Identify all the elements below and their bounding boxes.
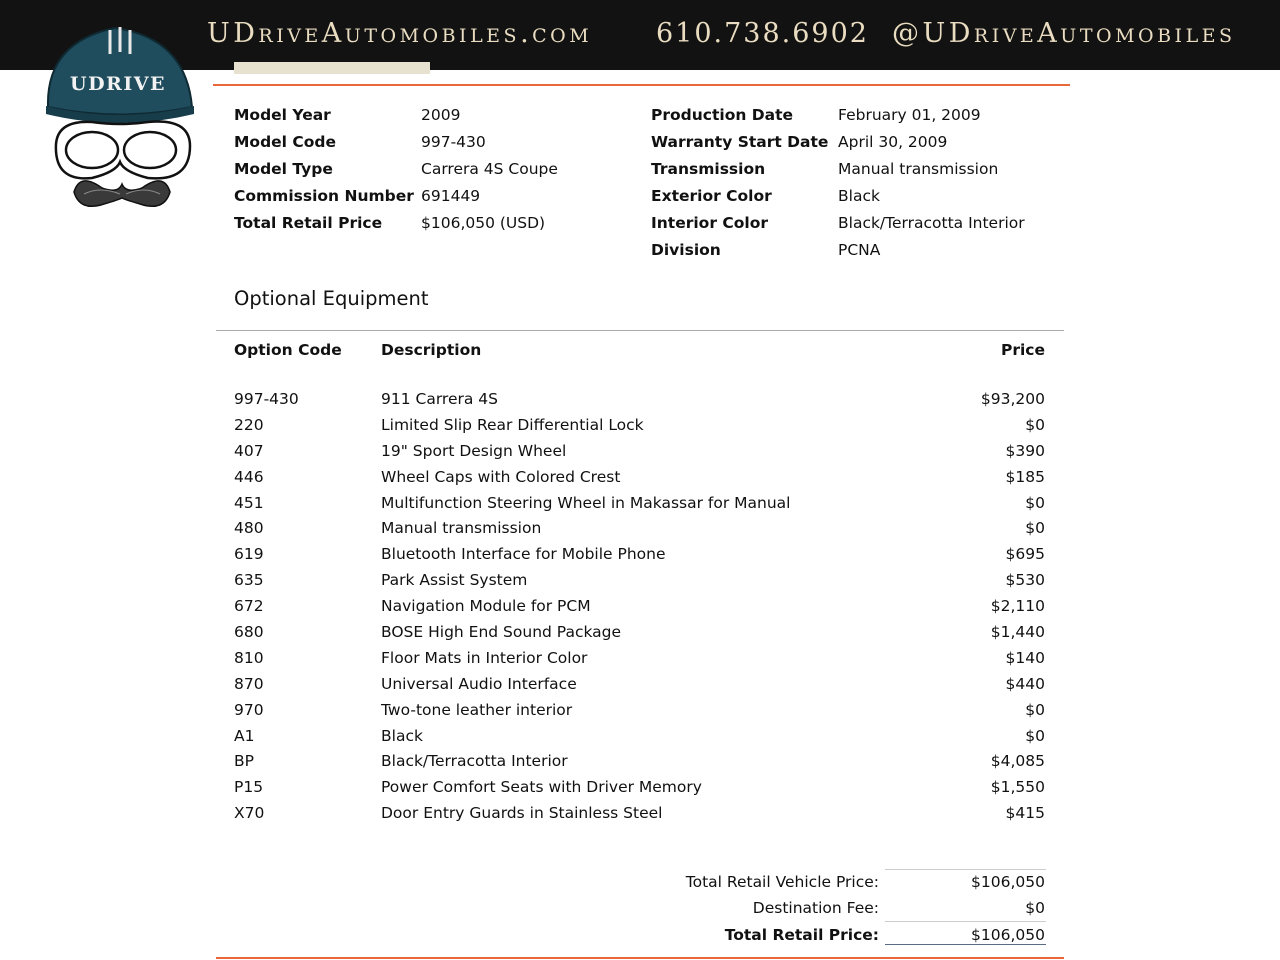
option-price: $530 — [1005, 571, 1045, 590]
value-model-year: 2009 — [421, 106, 461, 124]
value-model-code: 997-430 — [421, 133, 486, 151]
info-right-values — [838, 102, 1025, 264]
option-price: $0 — [1025, 726, 1045, 745]
label-division: Division — [651, 241, 721, 259]
social-handle[interactable]: @UDriveAutomobiles — [892, 18, 1236, 49]
option-code: 451 — [234, 493, 264, 512]
option-list — [234, 386, 1045, 826]
table-row — [234, 412, 1045, 438]
label-total-retail-price: Total Retail Price — [234, 214, 383, 232]
udrive-mascot-icon — [40, 22, 210, 222]
label-model-code: Model Code — [234, 133, 337, 151]
option-code: BP — [234, 752, 254, 771]
table-row — [234, 697, 1045, 723]
table-row — [234, 723, 1045, 749]
option-price: $440 — [1005, 674, 1045, 693]
option-code: 480 — [234, 519, 264, 538]
table-row — [234, 671, 1045, 697]
value-production-date: February 01, 2009 — [838, 106, 981, 124]
table-row — [234, 386, 1045, 412]
total-vehicle-price-row — [0, 869, 1280, 895]
value-transmission: Manual transmission — [838, 160, 999, 178]
destination-fee-row — [0, 895, 1280, 921]
total-vehicle-price-label: Total Retail Vehicle Price: — [685, 873, 879, 891]
option-description: 19" Sport Design Wheel — [381, 441, 567, 460]
option-description: Universal Audio Interface — [381, 674, 577, 693]
option-code: 810 — [234, 648, 264, 667]
option-code: A1 — [234, 726, 255, 745]
total-retail-price-value: $106,050 — [971, 926, 1045, 944]
option-description: BOSE High End Sound Package — [381, 623, 622, 642]
info-left-values — [421, 102, 558, 237]
info-left-labels — [234, 102, 414, 237]
totals-underline — [885, 944, 1046, 945]
option-code: 970 — [234, 700, 264, 719]
option-price: $0 — [1025, 700, 1045, 719]
section-divider — [216, 330, 1064, 331]
column-header-option-code: Option Code — [234, 341, 342, 359]
option-code: 446 — [234, 467, 264, 486]
option-description: Navigation Module for PCM — [381, 597, 591, 616]
info-right-labels — [651, 102, 828, 264]
label-commission-number: Commission Number — [234, 187, 414, 205]
value-model-type: Carrera 4S Coupe — [421, 160, 558, 178]
table-row — [234, 774, 1045, 800]
option-code: 680 — [234, 623, 264, 642]
value-exterior-color: Black — [838, 187, 880, 205]
website-text[interactable]: UDriveAutomobiles.com — [207, 18, 593, 49]
accent-divider-top — [213, 84, 1070, 86]
option-description: Multifunction Steering Wheel in Makassar for Manual — [381, 493, 791, 512]
option-description: Bluetooth Interface for Mobile Phone — [381, 545, 666, 564]
option-price: $0 — [1025, 415, 1045, 434]
option-description: Floor Mats in Interior Color — [381, 648, 588, 667]
table-row — [234, 645, 1045, 671]
label-transmission: Transmission — [651, 160, 766, 178]
total-retail-price-label: Total Retail Price: — [724, 926, 879, 944]
option-code: P15 — [234, 778, 264, 797]
option-description: Park Assist System — [381, 571, 528, 590]
option-code: 672 — [234, 597, 264, 616]
section-title-optional-equipment: Optional Equipment — [234, 287, 429, 310]
option-description: 911 Carrera 4S — [381, 390, 498, 408]
table-row — [234, 567, 1045, 593]
option-price: $1,550 — [990, 778, 1045, 797]
accent-divider-bottom — [216, 957, 1064, 959]
table-row — [234, 438, 1045, 464]
destination-fee-label: Destination Fee: — [752, 899, 879, 917]
option-code: 635 — [234, 571, 264, 590]
destination-fee-value: $0 — [1025, 899, 1045, 917]
option-description: Limited Slip Rear Differential Lock — [381, 415, 644, 434]
table-row — [234, 619, 1045, 645]
option-price: $0 — [1025, 493, 1045, 512]
option-code: 407 — [234, 441, 264, 460]
value-total-retail-price: $106,050 (USD) — [421, 214, 546, 232]
label-production-date: Production Date — [651, 106, 794, 124]
total-vehicle-price-value: $106,050 — [971, 873, 1045, 891]
label-interior-color: Interior Color — [651, 214, 768, 232]
column-header-price: Price — [1000, 341, 1045, 359]
label-warranty-start-date: Warranty Start Date — [651, 133, 829, 151]
option-price: $185 — [1005, 467, 1045, 486]
logo-text: UDRIVE — [70, 73, 166, 95]
table-row — [234, 593, 1045, 619]
value-warranty-start-date: April 30, 2009 — [838, 133, 948, 151]
option-code: 220 — [234, 415, 264, 434]
table-row — [234, 464, 1045, 490]
table-row — [234, 490, 1045, 516]
table-row — [234, 800, 1045, 826]
table-row — [234, 748, 1045, 774]
header-remnant — [234, 62, 430, 74]
option-description: Black — [381, 726, 423, 745]
table-row — [234, 541, 1045, 567]
option-description: Two-tone leather interior — [381, 700, 573, 719]
option-description: Black/Terracotta Interior — [381, 752, 568, 771]
option-description: Door Entry Guards in Stainless Steel — [381, 804, 663, 823]
phone-number[interactable]: 610.738.6902 — [656, 18, 869, 49]
table-row — [234, 515, 1045, 541]
option-price: $93,200 — [980, 390, 1045, 408]
option-description: Wheel Caps with Colored Crest — [381, 467, 621, 486]
option-price: $4,085 — [990, 752, 1045, 771]
option-price: $140 — [1005, 648, 1045, 667]
column-header-description: Description — [381, 341, 482, 359]
option-code: 619 — [234, 545, 264, 564]
option-price: $2,110 — [990, 597, 1045, 616]
value-interior-color: Black/Terracotta Interior — [838, 214, 1025, 232]
value-commission-number: 691449 — [421, 187, 481, 205]
option-code: 997-430 — [234, 390, 299, 408]
option-description: Manual transmission — [381, 519, 542, 538]
option-price: $390 — [1005, 441, 1045, 460]
option-code: X70 — [234, 804, 265, 823]
option-price: $0 — [1025, 519, 1045, 538]
label-model-year: Model Year — [234, 106, 331, 124]
value-division: PCNA — [838, 241, 881, 259]
label-model-type: Model Type — [234, 160, 333, 178]
option-description: Power Comfort Seats with Driver Memory — [381, 778, 702, 797]
option-price: $695 — [1005, 545, 1045, 564]
label-exterior-color: Exterior Color — [651, 187, 772, 205]
option-price: $415 — [1005, 804, 1045, 823]
option-code: 870 — [234, 674, 264, 693]
total-retail-price-row — [0, 922, 1280, 948]
option-price: $1,440 — [990, 623, 1045, 642]
